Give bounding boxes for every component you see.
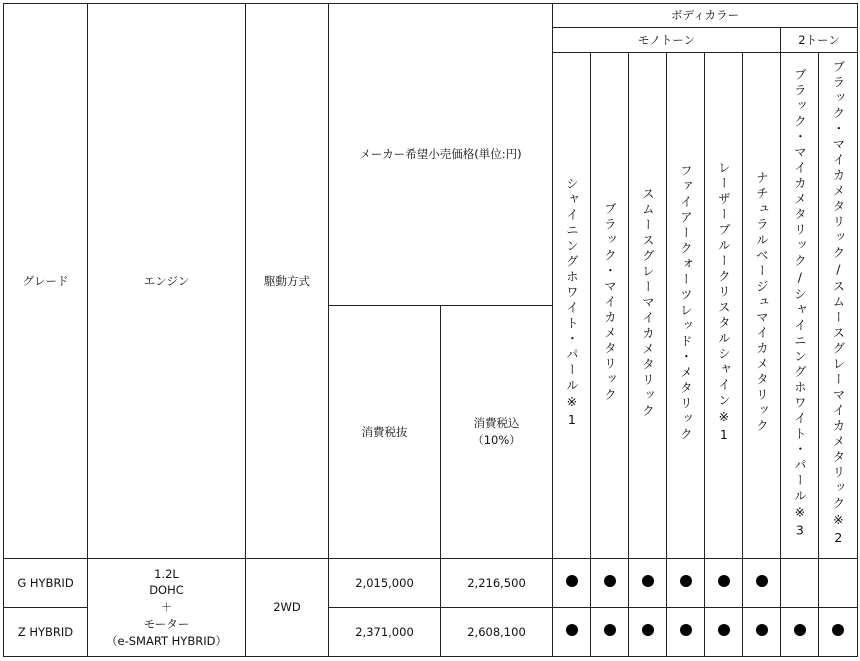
color-header-cell <box>705 53 743 559</box>
availability-dot <box>718 575 730 587</box>
grade-cell: Z HYBRID <box>4 608 88 657</box>
color-name: ブラック・マイカメタリック/シャイニングホワイト・パール※3 <box>792 67 808 541</box>
price-header: メーカー希望小売価格(単位:円) <box>329 4 553 306</box>
price-inc-tax-rate: （10%） <box>472 433 521 447</box>
availability-dot <box>680 575 692 587</box>
color-name: シャイニングホワイト・パール※1 <box>564 176 580 430</box>
color-header-cell <box>629 53 667 559</box>
engine-plus: ＋ <box>160 600 173 615</box>
engine-system: （e-SMART HYBRID） <box>106 633 227 648</box>
engine-header: エンジン <box>88 4 246 559</box>
availability-cell <box>705 608 743 657</box>
engine-displacement: 1.2L <box>154 566 179 581</box>
color-header-cell <box>781 53 819 559</box>
availability-cell <box>591 608 629 657</box>
price-inc-tax-header <box>441 306 553 559</box>
availability-cell <box>705 559 743 608</box>
price-inc-tax-cell: 2,608,100 <box>441 608 553 657</box>
engine-type: DOHC <box>149 583 184 598</box>
engine-cell <box>88 559 246 657</box>
availability-dot <box>794 624 806 636</box>
price-spec-table <box>3 3 858 657</box>
availability-cell <box>819 608 858 657</box>
color-name: ブラック・マイカメタリック <box>602 202 618 404</box>
availability-cell <box>743 608 781 657</box>
availability-dot <box>566 624 578 636</box>
availability-cell <box>629 608 667 657</box>
color-header-cell <box>743 53 781 559</box>
availability-cell <box>743 559 781 608</box>
two-tone-header: 2トーン <box>781 28 858 53</box>
availability-dot <box>642 624 654 636</box>
color-name: スムースグレーマイカメタリック <box>640 186 656 420</box>
availability-cell <box>629 559 667 608</box>
availability-dot <box>756 575 768 587</box>
price-ex-tax-cell: 2,015,000 <box>329 559 441 608</box>
grade-header: グレード <box>4 4 88 559</box>
price-ex-tax-header: 消費税抜 <box>329 306 441 559</box>
availability-cell <box>553 559 591 608</box>
availability-dot <box>680 624 692 636</box>
engine-motor: モーター <box>143 616 190 631</box>
color-header-cell <box>553 53 591 559</box>
grade-cell: G HYBRID <box>4 559 88 608</box>
color-name: ナチュラルベージュマイカメタリック <box>754 171 770 435</box>
color-header-cell <box>667 53 705 559</box>
price-inc-tax-label: 消費税込 <box>473 416 520 431</box>
color-name: ファイアークォーツレッド・メタリック <box>678 163 694 443</box>
availability-cell <box>591 559 629 608</box>
availability-cell <box>781 559 819 608</box>
availability-dot <box>604 575 616 587</box>
color-name: レーザーブルークリスタルシャイン※1 <box>716 161 732 446</box>
drive-cell: 2WD <box>246 559 329 657</box>
availability-dot <box>566 575 578 587</box>
color-header-cell <box>591 53 629 559</box>
availability-cell <box>819 559 858 608</box>
availability-dot <box>718 624 730 636</box>
drive-header: 駆動方式 <box>246 4 329 559</box>
availability-dot <box>832 624 844 636</box>
availability-cell <box>781 608 819 657</box>
body-color-header: ボディカラー <box>553 4 858 28</box>
color-name: ブラック・マイカメタリック/スムースグレーマイカメタリック※2 <box>830 60 846 549</box>
color-header-cell <box>819 53 858 559</box>
availability-cell <box>553 608 591 657</box>
availability-dot <box>604 624 616 636</box>
price-inc-tax-cell: 2,216,500 <box>441 559 553 608</box>
availability-cell <box>667 559 705 608</box>
availability-dot <box>756 624 768 636</box>
monotone-header: モノトーン <box>553 28 781 53</box>
availability-cell <box>667 608 705 657</box>
price-ex-tax-cell: 2,371,000 <box>329 608 441 657</box>
availability-dot <box>642 575 654 587</box>
